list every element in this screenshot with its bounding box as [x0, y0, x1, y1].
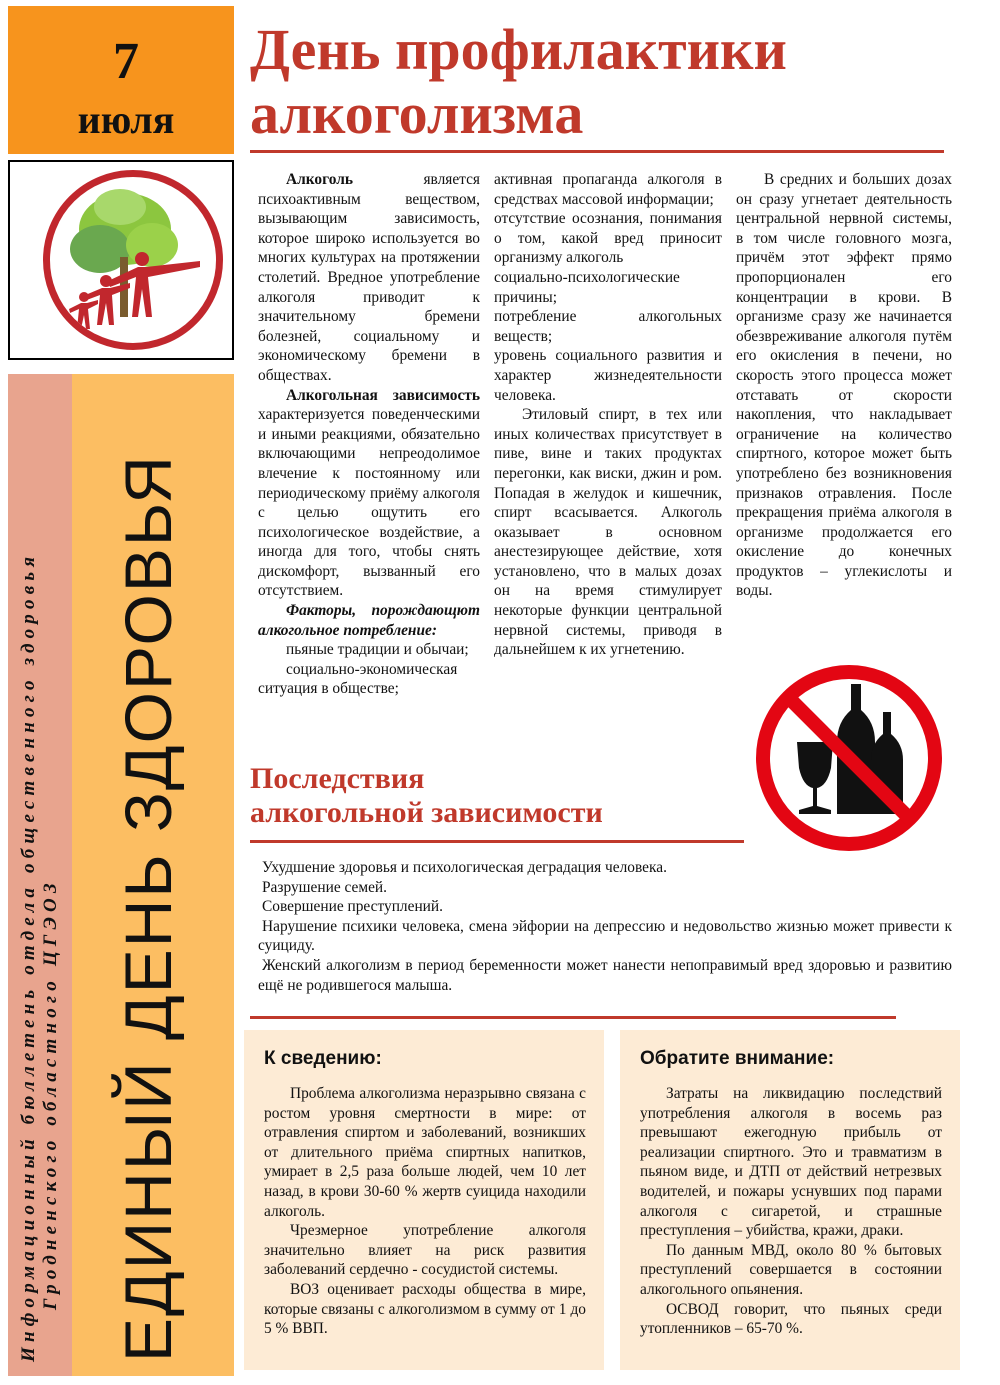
consequences-title-line1: Последствия — [250, 762, 425, 795]
list-item: пьяные традиции и обычаи; — [286, 641, 469, 659]
page-title-line1: День профилактики — [250, 17, 787, 82]
title-divider — [250, 150, 944, 153]
attention-paragraph: ОСВОД говорит, что пьяных среди утопленников – 65-70 %. — [640, 1300, 942, 1338]
attention-paragraph: Затраты на ликвидацию последствий употребления алкоголя в восемь раз превышают ежегодную прибыль от реализации спиртного. Это и травматизм в пьяном виде, и ДТП от действий нетрезвых водителей, и пожары уснувших под парами алкоголя с сигаретой, и страшные преступления – убийства, кражи, драки. — [640, 1085, 942, 1240]
date-box — [8, 6, 234, 154]
article-column-2 — [494, 170, 722, 660]
info-box-title: К сведению: — [264, 1048, 382, 1069]
page-title — [250, 18, 990, 146]
list-item: уровень социального развития и характер жизнедеятельности человека. — [494, 347, 722, 404]
no-alcohol-icon — [755, 664, 943, 852]
date-day: 7 — [113, 33, 139, 90]
paragraph-ethanol: Этиловый спирт, в тех или иных количествах присутствует в пиве, вине и таких продуктах перегонки, как виски, джин и ром. Попадая в желудок и кишечник, спирт всасывается. Алкоголь оказывает в основном анестезирующее действие, хотя установлено, что в малых дозах он на время стимулирует некоторые функции центральной нервной системы, приводя в дальнейшем к их угнетению. — [494, 406, 722, 659]
factors-heading — [258, 601, 480, 640]
info-paragraph: Чрезмерное употребление алкоголя значительно влияет на риск развития заболеваний сердечно - сосудистой системы. — [264, 1222, 586, 1279]
attention-box-body — [640, 1084, 942, 1339]
list-item: активная пропаганда алкоголя в средствах массовой информации; — [494, 171, 722, 208]
list-item: социально-экономическая ситуация в обществе; — [258, 660, 458, 698]
list-item: Нарушение психики человека, смена эйфории на депрессию и недовольство жизнью может привести к суициду. — [258, 917, 952, 955]
term-alcohol: Алкоголь — [286, 171, 353, 188]
organization-caption: Гродненского областного ЦГЭОЗ — [40, 878, 61, 1310]
consequences-title — [250, 762, 750, 830]
health-logo-icon — [43, 170, 223, 350]
attention-box — [620, 1030, 960, 1370]
consequences-list — [258, 858, 952, 995]
article-column-1 — [258, 170, 480, 699]
bulletin-caption: Информационный бюллетень отдела общественного здоровья — [18, 551, 39, 1362]
info-box — [244, 1030, 604, 1370]
list-item: отсутствие осознания, понимания о том, какой вред приносит организму алкоголь — [494, 210, 722, 267]
info-paragraph: ВОЗ оценивает расходы общества в мире, которые связаны с алкоголизмом в сумму от 1 до 5 % ВВП. — [264, 1280, 586, 1338]
consequences-title-line2: алкогольной зависимости — [250, 796, 603, 829]
bottom-divider — [250, 1016, 896, 1019]
date-month: июля — [77, 97, 175, 142]
term-dependence: Алкогольная зависимость — [286, 386, 480, 404]
health-day-banner: ЕДИНЫЙ ДЕНЬ ЗДОРОВЬЯ — [111, 454, 185, 1362]
consequences-divider — [250, 840, 744, 843]
paragraph-dependence — [258, 386, 480, 602]
list-item: социально-психологические причины; — [494, 268, 680, 306]
list-item: Совершение преступлений. — [262, 898, 443, 916]
list-item: Ухудшение здоровья и психологическая деградация человека. — [262, 859, 667, 876]
paragraph-doses: В средних и больших дозах он сразу угнетает деятельность центральной нервной системы, в том числе головного мозга, причём этот эффект прямо пропорционален его концентрации в крови. В организме сразу же начинается обезвреживание алкоголя путём его окисления в печени, но скорость этого процесса может отставать от скорости накопления, что накладывает ограничение на количество спиртного, которое может быть употреблено без возникновения признаков отравления. После прекращения приёма алкоголя в организме продолжается его окисление до конечных продуктов – углекислоты и воды. — [736, 171, 952, 600]
attention-paragraph: По данным МВД, около 80 % бытовых преступлений совершается в состоянии алкогольного опьянения. — [640, 1241, 942, 1298]
info-box-body — [264, 1084, 586, 1339]
factors-heading-text: Факторы, порождающют алкогольное потребление: — [258, 602, 480, 639]
article-column-3 — [736, 170, 952, 601]
paragraph-text: характеризуется поведенческими и иными реакциями, обязательно включающими непреодолимое влечение к постоянному или периодическому приёму алкоголя с целью ощутить его психологическое воздействие, а иногда для того, чтобы снять дискомфорт, вызванный его отсутствием. — [258, 406, 480, 600]
list-item: Женский алкоголизм в период беременности может нанести непоправимый вред здоровью и развитию ещё не родившегося малыша. — [258, 956, 952, 994]
logo-box — [8, 160, 234, 360]
list-item: Разрушение семей. — [262, 878, 387, 896]
list-item: потребление алкогольных веществ; — [494, 308, 722, 345]
attention-box-title: Обратите внимание: — [640, 1048, 835, 1069]
paragraph-alcohol — [258, 170, 480, 386]
info-paragraph: Проблема алкоголизма неразрывно связана с ростом уровня смертности в мире: от отравления спиртом и заболеваний, возникших от длительного приёма спиртных напитков, умирает в 2,5 раза больше людей, чем 10 лет назад, в крови 30-60 % жертв суицида находили алкоголь. — [264, 1085, 586, 1220]
page-title-line2: алкоголизма — [250, 81, 584, 146]
paragraph-text: является психоактивным веществом, вызывающим зависимость, которое широко используется во многих культурах на протяжении столетий. Вредное употребление алкоголя приводит к значительному бремени болезней, социальному и экономическому бремени в обществах. — [258, 171, 480, 384]
